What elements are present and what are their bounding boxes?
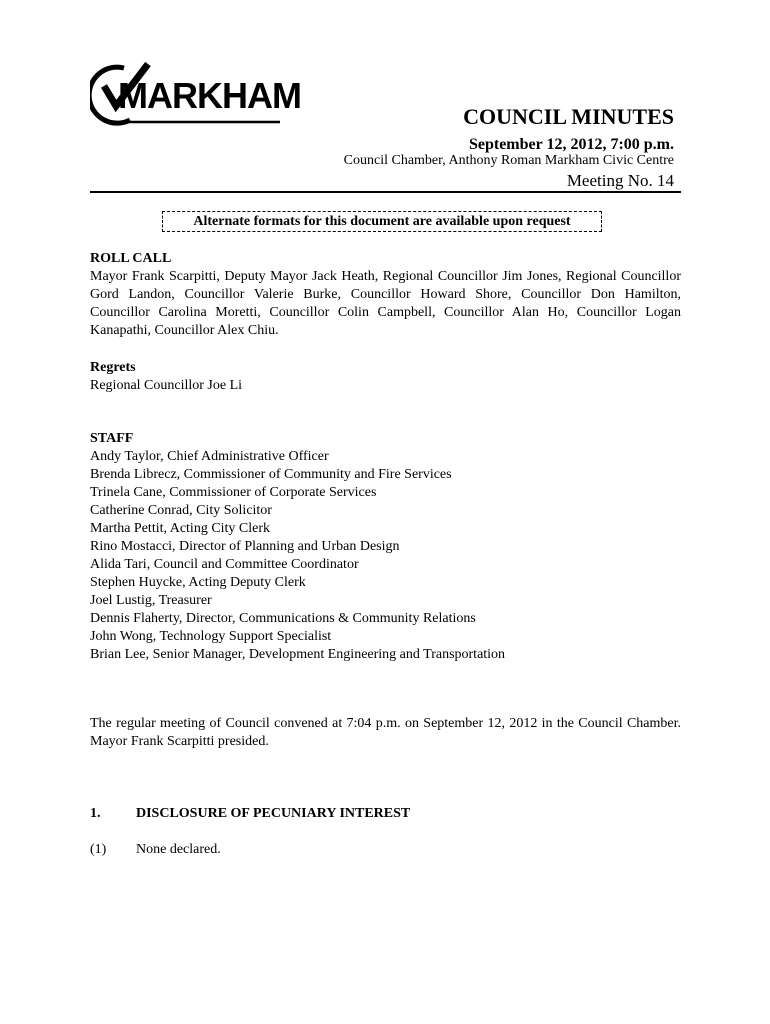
staff-heading: STAFF	[90, 431, 134, 446]
staff-member: Martha Pettit, Acting City Clerk	[90, 521, 271, 536]
staff-member: Alida Tari, Council and Committee Coordinator	[90, 557, 359, 572]
roll-call-text: Mayor Frank Scarpitti, Deputy Mayor Jack Heath, Regional Councillor Jim Jones, Regional Councillor Gord Landon, Councillor Valerie Burke, Councillor Howard Shore, Councillor Don Hamilton, Councillor Carolina Moretti, Councillor Colin Campbell, Councillor Alan Ho, Councillor Logan Kanapathi, Councillor Alex Chiu.	[90, 269, 681, 338]
meeting-date: September 12, 2012, 7:00 p.m.	[468, 136, 674, 153]
meeting-venue: Council Chamber, Anthony Roman Markham Civic Centre	[343, 153, 674, 168]
regrets-section	[90, 359, 681, 395]
roll-call-section	[90, 250, 681, 340]
alternate-formats-notice: Alternate formats for this document are available upon request	[162, 211, 602, 232]
staff-member: Catherine Conrad, City Solicitor	[90, 503, 272, 518]
staff-member: Brenda Librecz, Commissioner of Community and Fire Services	[90, 467, 452, 482]
markham-logo	[90, 62, 301, 128]
item-number: (1)	[90, 842, 107, 857]
regrets-text: Regional Councillor Joe Li	[90, 378, 243, 393]
item-text: None declared.	[136, 842, 221, 857]
staff-member: Rino Mostacci, Director of Planning and Urban Design	[90, 539, 400, 554]
staff-member: John Wong, Technology Support Specialist	[90, 629, 332, 644]
opening-paragraph: The regular meeting of Council convened at 7:04 p.m. on September 12, 2012 in the Council Chamber. Mayor Frank Scarpitti presided.	[90, 716, 681, 749]
section-1-item-row	[90, 841, 681, 859]
section-heading: DISCLOSURE OF PECUNIARY INTEREST	[136, 806, 411, 821]
roll-call-heading: ROLL CALL	[90, 251, 172, 266]
staff-member: Trinela Cane, Commissioner of Corporate Services	[90, 485, 377, 500]
section-number: 1.	[90, 806, 101, 821]
meeting-number: Meeting No. 14	[566, 171, 674, 190]
header-rule	[90, 191, 681, 193]
staff-member: Stephen Huycke, Acting Deputy Clerk	[90, 575, 306, 590]
staff-member: Dennis Flaherty, Director, Communications & Community Relations	[90, 611, 476, 626]
document-title: COUNCIL MINUTES	[463, 104, 674, 129]
regrets-heading: Regrets	[90, 360, 136, 375]
staff-member: Brian Lee, Senior Manager, Development Engineering and Transportation	[90, 647, 506, 662]
staff-member: Joel Lustig, Treasurer	[90, 593, 212, 608]
section-1-heading-row	[90, 805, 681, 823]
staff-member: Andy Taylor, Chief Administrative Officer	[90, 449, 329, 464]
staff-section	[90, 430, 681, 664]
logo-wordmark: MARKHAM	[118, 75, 301, 116]
